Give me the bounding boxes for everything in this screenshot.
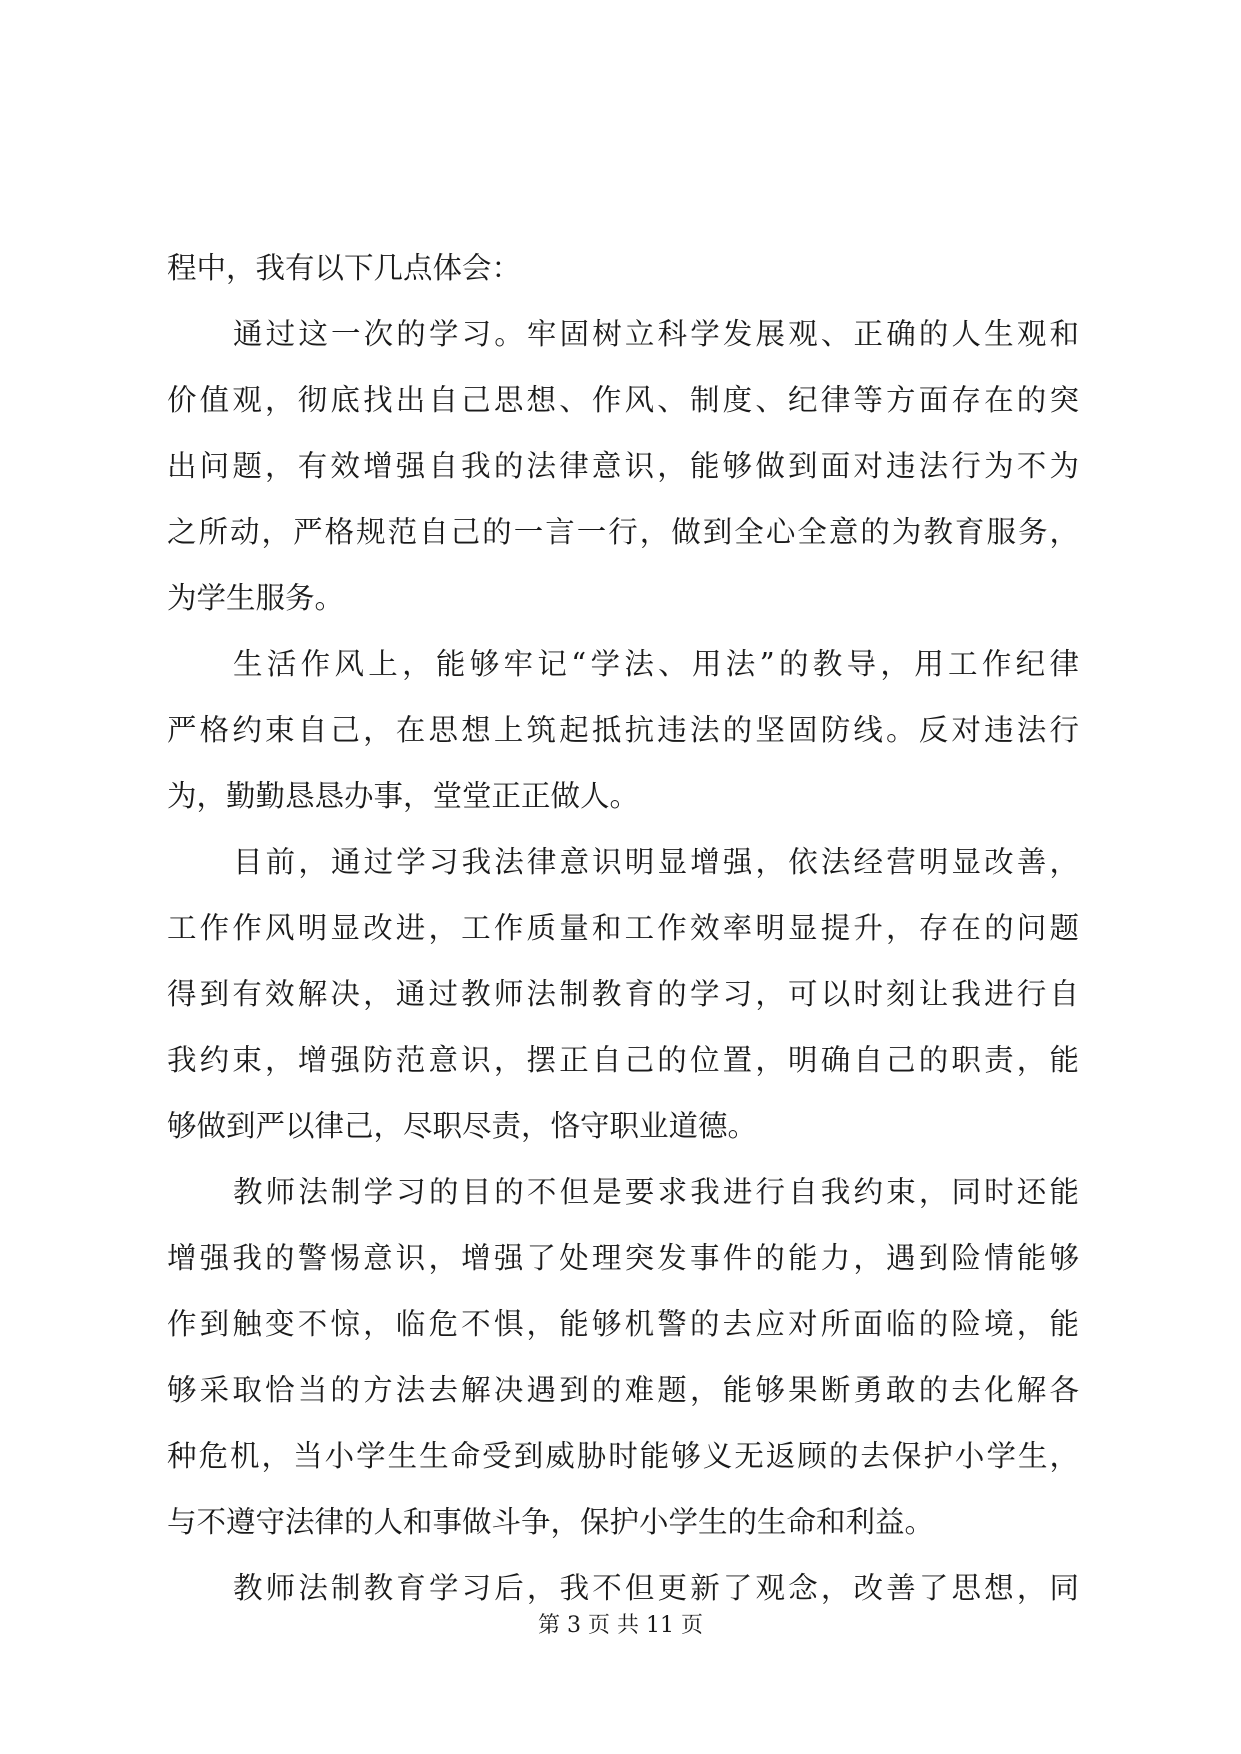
text-line: 与不遵守法律的人和事做斗争，保护小学生的生命和利益。 [167,1505,935,1539]
text-line: 种危机，当小学生生命受到威胁时能够义无返顾的去保护小学生， [167,1439,1079,1473]
text-line: 工作作风明显改进，工作质量和工作效率明显提升，存在的问题 [167,911,1079,945]
text-line: 够做到严以律己，尽职尽责，恪守职业道德。 [167,1109,758,1143]
text-line: 目前，通过学习我法律意识明显增强，依法经营明显改善， [233,845,1079,879]
text-line: 教师法制教育学习后，我不但更新了观念，改善了思想，同 [233,1571,1079,1605]
text-line: 生活作风上，能够牢记“学法、用法”的教导，用工作纪律 [233,647,1079,681]
text-line: 为学生服务。 [167,581,345,615]
page-number-footer: 第 3 页 共 11 页 [538,1613,703,1638]
text-line: 增强我的警惕意识，增强了处理突发事件的能力，遇到险情能够 [167,1241,1079,1275]
text-line: 之所动，严格规范自己的一言一行，做到全心全意的为教育服务， [167,515,1079,549]
text-line: 作到触变不惊，临危不惧，能够机警的去应对所面临的险境，能 [167,1307,1079,1341]
text-line: 为，勤勤恳恳办事，堂堂正正做人。 [167,779,640,813]
text-line: 价值观，彻底找出自己思想、作风、制度、纪律等方面存在的突 [167,383,1079,417]
text-line: 程中，我有以下几点体会： [167,251,522,285]
body-text [167,235,1079,1621]
text-line: 够采取恰当的方法去解决遇到的难题，能够果断勇敢的去化解各 [167,1373,1079,1407]
text-line: 出问题，有效增强自我的法律意识，能够做到面对违法行为不为 [167,449,1079,483]
text-line: 教师法制学习的目的不但是要求我进行自我约束，同时还能 [233,1175,1079,1209]
text-line: 我约束，增强防范意识，摆正自己的位置，明确自己的职责，能 [167,1043,1079,1077]
text-line: 得到有效解决，通过教师法制教育的学习，可以时刻让我进行自 [167,977,1079,1011]
text-line: 严格约束自己，在思想上筑起抵抗违法的坚固防线。反对违法行 [167,713,1079,747]
text-line: 通过这一次的学习。牢固树立科学发展观、正确的人生观和 [233,317,1079,351]
